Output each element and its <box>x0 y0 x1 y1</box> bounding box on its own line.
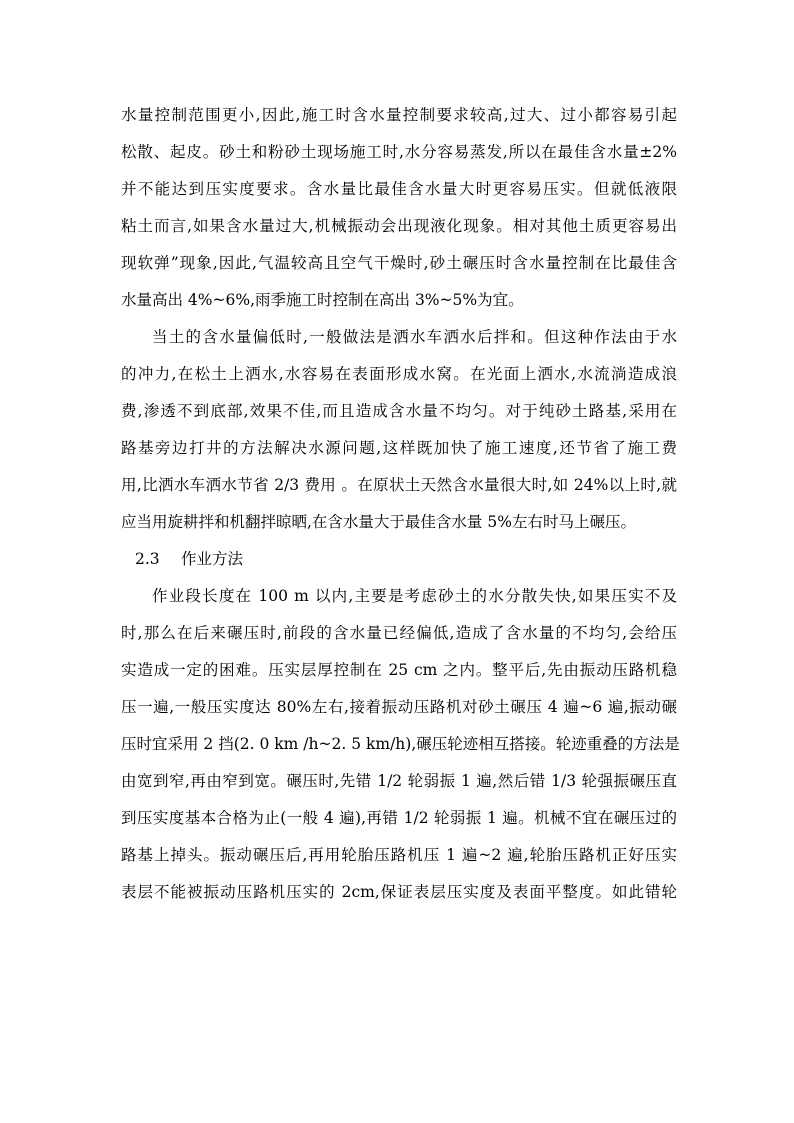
text-line: 表层不能被振动压路机压实的 2cm,保证表层压实度及表面平整度。如此错轮 <box>121 883 677 901</box>
section-heading <box>121 541 677 578</box>
text-line: 时,那么在后来碾压时,前段的含水量已经偏低,造成了含水量的不均匀,会给压 <box>121 624 677 642</box>
paragraph-operation-method <box>121 578 680 911</box>
text-line: 的冲力,在松土上洒水,水容易在表面形成水窝。在光面上洒水,水流淌造成浪 <box>121 365 677 383</box>
text-line: 水量控制范围更小,因此,施工时含水量控制要求较高,过大、过小都容易引起 <box>121 106 677 124</box>
section-number: 2.3 <box>135 550 160 568</box>
text-line: 应当用旋耕拌和机翻拌晾晒,在含水量大于最佳含水量 5%左右时马上碾压。 <box>121 513 636 531</box>
text-line: 由宽到窄,再由窄到宽。碾压时,先错 1/2 轮弱振 1 遍,然后错 1/3 轮强振碾压直 <box>121 772 677 790</box>
text-line: 路基上掉头。振动碾压后,再用轮胎压路机压 1 遍~2 遍,轮胎压路机正好压实 <box>121 846 677 864</box>
text-line: 路基旁边打井的方法解决水源问题,这样既加快了施工速度,还节省了施工费 <box>121 439 677 457</box>
section-title: 作业方法 <box>181 550 244 568</box>
text-line: 粘土而言,如果含水量过大,机械振动会出现液化现象。相对其他土质更容易出 <box>121 217 677 235</box>
text-line: 实造成一定的困难。压实层厚控制在 25 cm 之内。整平后,先由振动压路机稳 <box>121 661 677 679</box>
text-line: 到压实度基本合格为止(一般 4 遍),再错 1/2 轮弱振 1 遍。机械不宜在碾压过的 <box>121 809 677 827</box>
text-line: 费,渗透不到底部,效果不佳,而且造成含水量不均匀。对于纯砂土路基,采用在 <box>121 402 677 420</box>
paragraph-low-moisture <box>121 319 677 541</box>
paragraph-moisture-control <box>121 97 677 319</box>
text-line: 压时宜采用 2 挡(2. 0 km /h~2. 5 km/h),碾压轮迹相互搭接。轮迹重叠的方法是 <box>121 735 680 753</box>
text-line: 当土的含水量偏低时,一般做法是洒水车洒水后拌和。但这种作法由于水 <box>152 328 677 346</box>
text-line: 压一遍,一般压实度达 80%左右,接着振动压路机对砂土碾压 4 遍~6 遍,振动碾 <box>121 698 677 716</box>
text-line: 松散、起皮。砂土和粉砂土现场施工时,水分容易蒸发,所以在最佳含水量±2% <box>121 143 677 161</box>
text-line: 作业段长度在 100 m 以内,主要是考虑砂土的水分散失快,如果压实不及 <box>152 587 677 605</box>
document-page <box>121 97 680 911</box>
text-line: 并不能达到压实度要求。含水量比最佳含水量大时更容易压实。但就低液限 <box>121 180 677 198</box>
text-line: 水量高出 4%~6%,雨季施工时控制在高出 3%~5%为宜。 <box>121 291 524 309</box>
text-line: 现软弹”现象,因此,气温较高且空气干燥时,砂土碾压时含水量控制在比最佳含 <box>121 254 677 272</box>
text-line: 用,比洒水车洒水节省 2/3 费用 。在原状土天然含水量很大时,如 24%以上时,就 <box>121 476 677 494</box>
